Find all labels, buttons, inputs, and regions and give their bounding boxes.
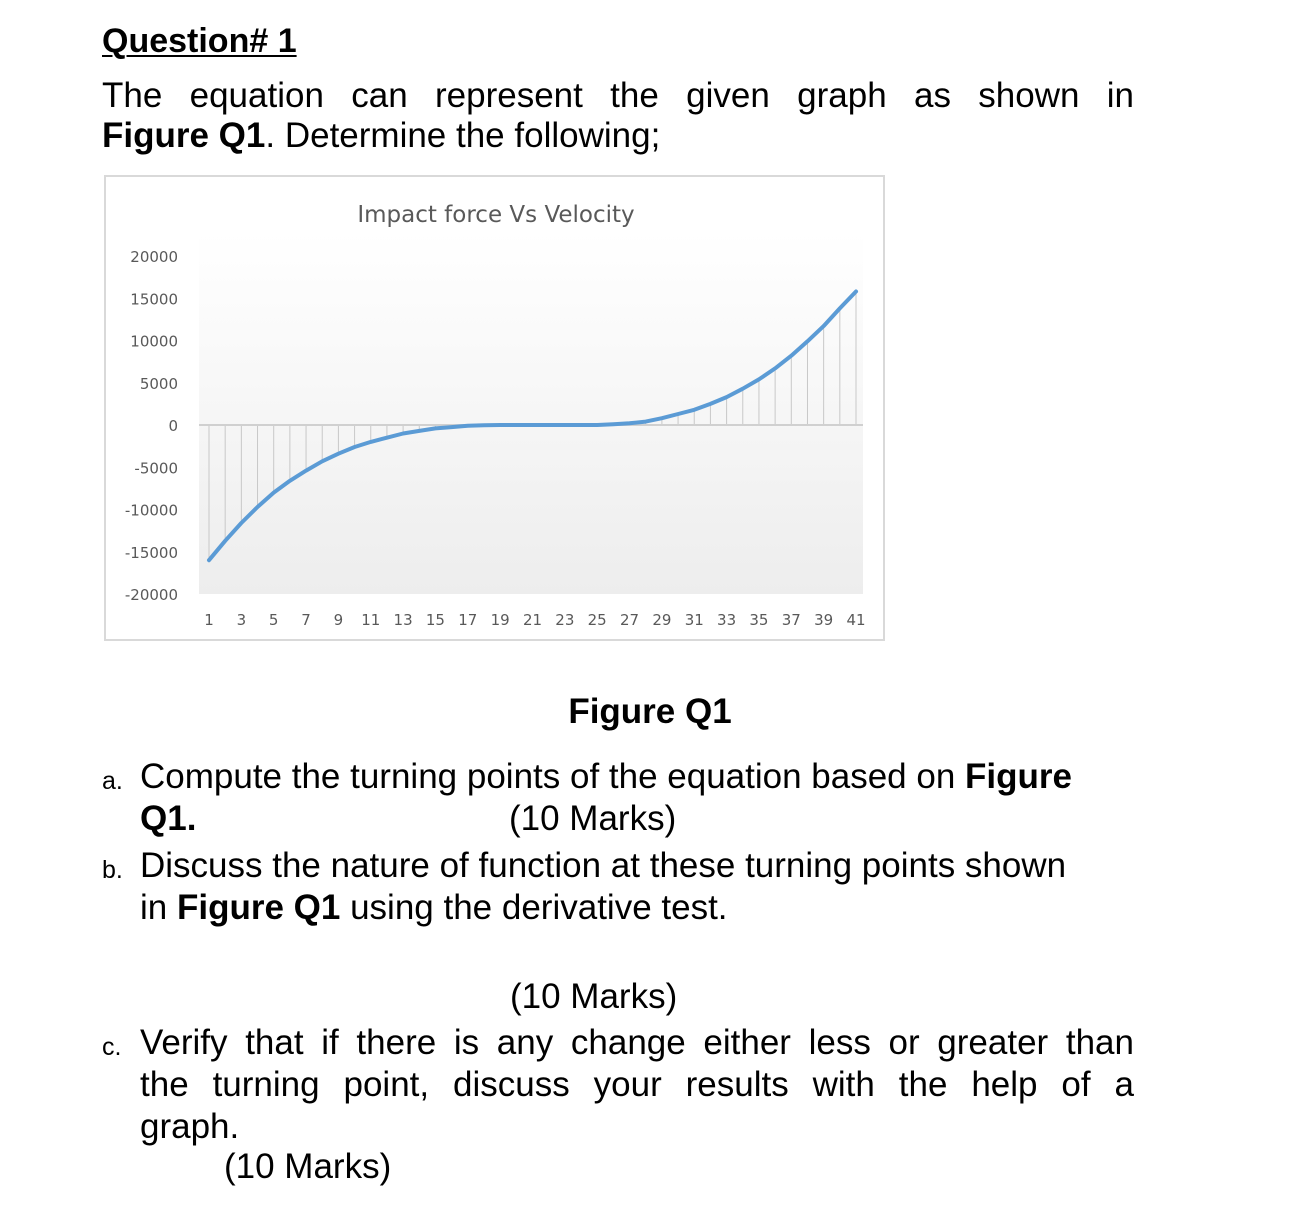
x-tick-label: 39 [814, 611, 834, 629]
x-tick-label: 27 [620, 611, 640, 629]
x-tick-label: 37 [781, 611, 801, 629]
data-point [645, 421, 646, 422]
data-point [500, 425, 501, 426]
part-c [102, 1022, 1134, 1186]
part-b-line-2 [140, 887, 1134, 929]
part-b-marks: (10 Marks) [510, 977, 678, 1016]
data-point [322, 461, 323, 462]
data-point [742, 388, 743, 389]
data-point [273, 492, 274, 493]
data-point [613, 424, 614, 425]
data-point [629, 423, 630, 424]
part-a-line-1 [140, 756, 1134, 798]
part-c-line-1: Verify that if there is any change either less or greater than [140, 1023, 1134, 1062]
x-tick-label: 21 [522, 611, 543, 629]
x-tick-label: 29 [652, 611, 672, 629]
part-b-text-rest: using the derivative test. [350, 888, 728, 927]
question-heading: Question# 1 [102, 22, 297, 60]
chart-title: Impact force Vs Velocity [357, 202, 635, 228]
data-point [597, 425, 598, 426]
part-a [102, 756, 1134, 840]
data-point [451, 427, 452, 428]
data-point [823, 326, 824, 327]
x-tick-label: 15 [425, 611, 445, 629]
data-point [678, 414, 679, 415]
data-point [661, 418, 662, 419]
x-tick-label: 17 [458, 611, 478, 629]
x-tick-label: 35 [749, 611, 769, 629]
part-a-text: Compute the turning points of the equation based on [140, 757, 956, 796]
part-a-figure-ref: Figure [965, 757, 1072, 796]
data-point [483, 425, 484, 426]
data-point [710, 403, 711, 404]
data-point [581, 425, 582, 426]
part-b-text-in: in [140, 888, 168, 927]
data-point [548, 425, 549, 426]
x-tick-label: 41 [846, 611, 866, 629]
part-c-marks: (10 Marks) [224, 1147, 392, 1186]
x-tick-label: 19 [490, 611, 510, 629]
y-tick-label: 10000 [130, 332, 178, 351]
part-c-label: c. [102, 1033, 122, 1061]
intro-rest: . Determine the following; [265, 116, 661, 155]
x-tick-label: 1 [204, 611, 214, 629]
x-tick-label: 13 [393, 611, 413, 629]
data-point [354, 446, 355, 447]
data-point [532, 425, 533, 426]
x-tick-label: 31 [684, 611, 704, 629]
x-tick-label: 7 [301, 611, 311, 629]
data-point [225, 540, 226, 541]
y-tick-label: 15000 [130, 290, 178, 309]
part-a-marks: (10 Marks) [509, 799, 677, 838]
chart-frame [104, 175, 885, 641]
y-tick-label: 0 [168, 417, 178, 435]
intro-line-1: The equation can represent the given graph as shown in [102, 76, 1134, 115]
data-point [807, 341, 808, 342]
y-tick-label: -5000 [134, 459, 178, 478]
plot-area-background [199, 232, 863, 594]
data-point [726, 397, 727, 398]
data-point [467, 425, 468, 426]
y-tick-label: 20000 [130, 248, 178, 266]
impact-force-chart [106, 177, 887, 643]
part-b-figure-ref: Figure Q1 [176, 888, 341, 927]
intro-figure-ref: Figure Q1 [102, 116, 266, 155]
part-b-label: b. [102, 856, 123, 884]
y-tick-label: 5000 [139, 374, 178, 393]
data-point [306, 470, 307, 471]
part-c-line-3: graph. [140, 1107, 240, 1146]
figure-caption: Figure Q1 [568, 692, 732, 731]
x-tick-label: 3 [236, 611, 247, 629]
x-tick-label: 11 [361, 611, 381, 629]
data-point [386, 437, 387, 438]
data-point [403, 433, 404, 434]
data-point [435, 428, 436, 429]
part-b [102, 845, 1134, 929]
data-point [209, 560, 210, 561]
data-point [241, 523, 242, 524]
part-b-line-1: Discuss the nature of function at these turning points shown [140, 846, 1067, 885]
data-point [694, 409, 695, 410]
y-tick-label: -10000 [124, 501, 178, 520]
question-intro [102, 76, 1134, 156]
data-point [516, 425, 517, 426]
x-tick-label: 33 [717, 611, 737, 629]
data-point [419, 430, 420, 431]
data-point [791, 355, 792, 356]
x-axis-labels [204, 611, 865, 629]
data-point [257, 506, 258, 507]
x-tick-label: 25 [587, 611, 607, 629]
part-a-figure-ref-2: Q1. [140, 799, 197, 838]
part-a-label: a. [102, 767, 123, 795]
data-point [758, 379, 759, 380]
data-point [338, 453, 339, 454]
data-point [564, 425, 565, 426]
x-tick-label: 5 [268, 611, 279, 629]
x-tick-label: 9 [333, 611, 344, 629]
y-tick-label: -15000 [124, 543, 178, 562]
x-tick-label: 23 [555, 611, 575, 629]
data-point [775, 368, 776, 369]
part-c-line-2: the turning point, discuss your results with the help of a [140, 1065, 1134, 1104]
data-point [370, 441, 371, 442]
data-point [839, 308, 840, 309]
y-axis-labels [125, 248, 178, 604]
y-tick-label: -20000 [124, 586, 178, 604]
data-point [856, 291, 857, 292]
data-point [289, 480, 290, 481]
